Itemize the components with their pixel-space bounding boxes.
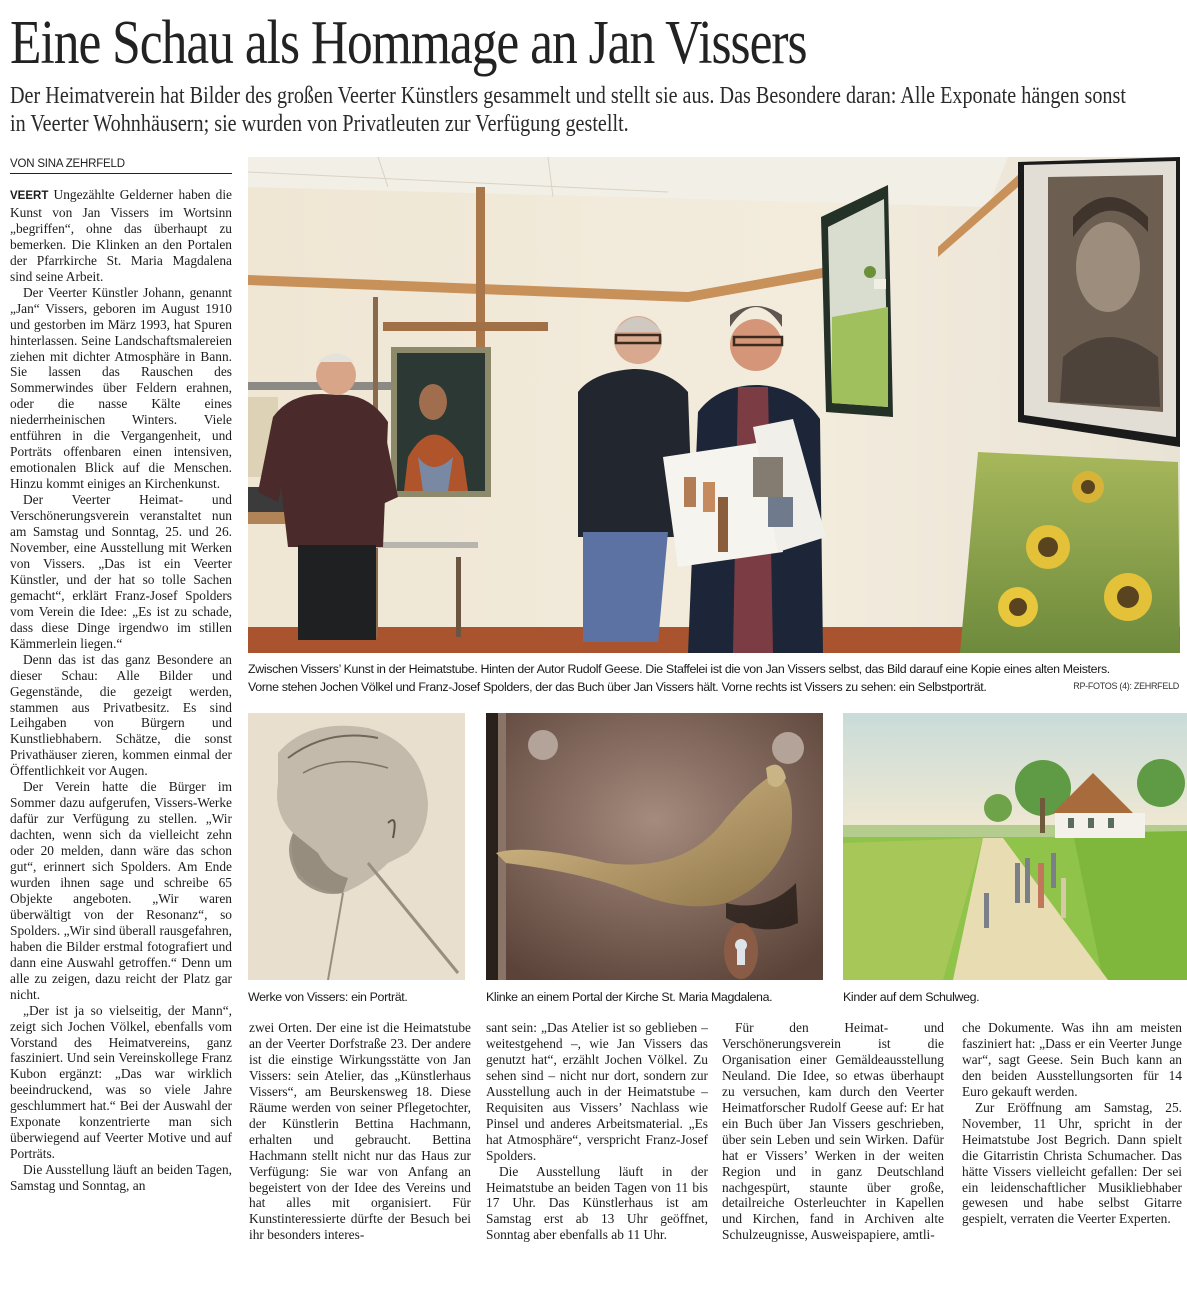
main-photo — [248, 157, 1180, 653]
paragraph: sant sein: „Das Atelier ist so geblieben – weitestgehend –, wie Jan Vissers das genutzt hat“, erzählt Jochen Völkel. Zu sehen sind – nicht nur dort, sondern zur Ausstellung auch in der Heimatstube – Requisiten aus Vissers’ Nachlass wie Pinsel und anderes Arbeitsmaterial. „Es hat Atmosphäre“, verspricht Franz-Josef Spolders. — [486, 1020, 708, 1163]
paragraph: „Der ist ja so vielseitig, der Mann“, zeigt sich Jochen Völkel, ebenfalls vom Vorstand des Heimatvereins, ganz fasziniert. Und sein Vereinskollege Franz Kubon ergänzt: „Das war wirklich beeindruckend, was so viele Jahre geschlummert hat.“ Bei der Auswahl der Exponate konzentrierte man sich überwiegend auf Veerter Motive und auf Porträts. — [10, 1002, 232, 1162]
subheadline: Der Heimatverein hat Bilder des großen Veerter Künstlers gesammelt und stellt sie aus. Das Besondere daran: Alle Exponate hängen sonst in Veerter Wohnhäusern; sie wurden von Privatleuten zur Verfügung gestellt. — [10, 83, 1126, 137]
article-column-3 — [486, 1020, 708, 1243]
door-handle-photo-caption: Klinke an einem Portal der Kirche St. Maria Magdalena. — [486, 990, 773, 1004]
main-photo-illustration — [248, 157, 1180, 653]
caption-line: Vorne stehen Jochen Völkel und Franz-Josef Spolders, der das Buch über Jan Vissers hält. Vorne rechts ist Vissers zu sehen: ein Selbstporträt. — [248, 680, 987, 694]
article-column-4 — [722, 1020, 944, 1243]
paragraph: Der Veerter Künstler Johann, genannt „Jan“ Vissers, geboren im August 1910 und gestorben im März 1993, hat Spuren hinterlassen. Seine Landschaftsmalereien ziehen mit dichter Atmosphäre in Bann. Sie lassen das Rauschen des Sommerwindes über Feldern erahnen, oder die nasse Kälte eines niederrheinischen Winters. Viele entführen in die Vergangenheit, und Porträts offenbaren einen intensiven, emotionalen Blick auf die Menschen. Hinzu kommt einiges an Kirchenkunst. — [10, 284, 232, 492]
paragraph: Zur Eröffnung am Samstag, 25. November, 11 Uhr, spricht in der Heimatstube Jost Begrich. Dann spielt die Gitarristin Christa Schumacher. Das hätte Vissers vielleicht gefallen: Der sei ein leidenschaftlicher Musikliebhaber gewesen und habe selbst Gitarre gespielt, verraten die Veerter Experten. — [962, 1099, 1182, 1227]
headline: Eine Schau als Hommage an Jan Vissers — [10, 9, 807, 77]
paragraph: che Dokumente. Was ihn am meisten fasziniert hat: „Dass er ein Veerter Junge war“, sagt Geese. Sein Buch kann an den beiden Ausstellungsorten für 14 Euro gekauft werden. — [962, 1020, 1182, 1099]
main-photo-caption — [248, 660, 1187, 696]
door-handle-illustration — [486, 713, 823, 980]
paragraph: Der Verein hatte die Bürger im Sommer dazu aufgerufen, Vissers-Werke dafür zur Verfügung zu stellen. „Wir dachten, wenn sich da vielleicht zehn oder 20 melden, dann wäre das schon gut“, erinnert sich Spolders. Am Ende wurden ihnen sage und schreibe 65 Objekte angeboten. „Wir waren überwältigt von der Resonanz“, so Spolders. „Wir sind überall rausgefahren, haben die Bilder erstmal fotografiert und dann eine Auswahl getroffen.“ Denn um alle zu zeigen, dazu reicht der Platz gar nicht. — [10, 779, 232, 1002]
paragraph: Für den Heimat- und Verschönerungsverein ist die Organisation einer Gemäldeausstellung Neuland. Die Idee, so etwas überhaupt zu versuchen, kam durch den Veerter Heimatforscher Rudolf Geese auf: Er hat ein Buch über Jan Vissers geschrieben, über sein Leben und sein Wirken. Dafür hat er Vissers’ Werken in der weiten Region und in ganz Deutschland nachgespürt, staunte über große, detailreiche Osterleuchter in Kapellen und Kirchen, fand in Archiven alte Schulzeugnisse, Ausweispapiere, amtli- — [722, 1020, 944, 1243]
landscape-painting-photo — [843, 713, 1187, 980]
paragraph: VEERT Ungezählte Gelderner haben die Kunst von Jan Vissers im Wortsinn „begriffen“, ohne das überhaupt zu bemerken. Die Klinken an den Portalen der Pfarrkirche St. Maria Magdalena sind seine Arbeit. — [10, 187, 232, 284]
article-column-2 — [249, 1020, 471, 1243]
portrait-photo-caption: Werke von Vissers: ein Porträt. — [248, 990, 408, 1004]
byline: VON SINA ZEHRFELD — [10, 156, 232, 174]
door-handle-photo — [486, 713, 823, 980]
dateline: VEERT — [10, 190, 49, 202]
article-column-5 — [962, 1020, 1182, 1227]
portrait-sketch-photo — [248, 713, 465, 980]
photo-credit: RP-FOTOS (4): ZEHRFELD — [1073, 681, 1179, 691]
paragraph: Denn das ist das ganz Besondere an dieser Schau: Alle Bilder und Gegenstände, die gezeigt werden, stammen aus Privatbesitz. Es sind Leihgaben von Bürgern und Kunstliebhabern. Schätze, die sonst Privathäuser zieren, kommen einmal der Öffentlichkeit vor Augen. — [10, 651, 232, 779]
paragraph: Die Ausstellung läuft an beiden Tagen, Samstag und Sonntag, an — [10, 1162, 232, 1194]
landscape-photo-caption: Kinder auf dem Schulweg. — [843, 990, 980, 1004]
paragraph: zwei Orten. Der eine ist die Heimatstube an der Veerter Dorfstraße 23. Der andere ist die einstige Wirkungsstätte von Jan Vissers: sein Atelier, das „Künstlerhaus Vissers“, am Beurskensweg 18. Diese Räume werden von seiner Pflegetochter, der Künstlerin Bettina Hachmann, erhalten und gebraucht. Bettina Hachmann stellt nicht nur das Haus zur Verfügung: Sie war von Anfang an begeistert von der Idee des Vereins und hat alles mit organisiert. Für Kunstinteressierte dürfte der Besuch bei ihr besonders interes- — [249, 1020, 471, 1243]
portrait-sketch-illustration — [248, 713, 465, 980]
paragraph: Der Veerter Heimat- und Verschönerungsverein veranstaltet nun am Samstag und Sonntag, 25. und 26. November, eine Ausstellung mit Werken von Vissers. „Das ist ein Veerter Künstler, und der hat so tolle Sachen gemacht“, erklärt Franz-Josef Spolders vom Verein die Idee: „Es ist zu schade, dass diese Dinge irgendwo im stillen Kämmerlein liegen.“ — [10, 492, 232, 651]
landscape-painting-illustration — [843, 713, 1187, 980]
paragraph: Die Ausstellung läuft in der Heimatstube an beiden Tagen von 11 bis 17 Uhr. Das Künstlerhaus ist am Samstag erst ab 13 Uhr geöffnet, Sonntag aber ebenfalls ab 11 Uhr. — [486, 1163, 708, 1243]
article-column-1 — [10, 187, 232, 1194]
caption-line: Zwischen Vissers’ Kunst in der Heimatstube. Hinten der Autor Rudolf Geese. Die Staffelei ist die von Jan Vissers selbst, das Bild darauf eine Kopie eines alten Meisters. — [248, 662, 1110, 676]
